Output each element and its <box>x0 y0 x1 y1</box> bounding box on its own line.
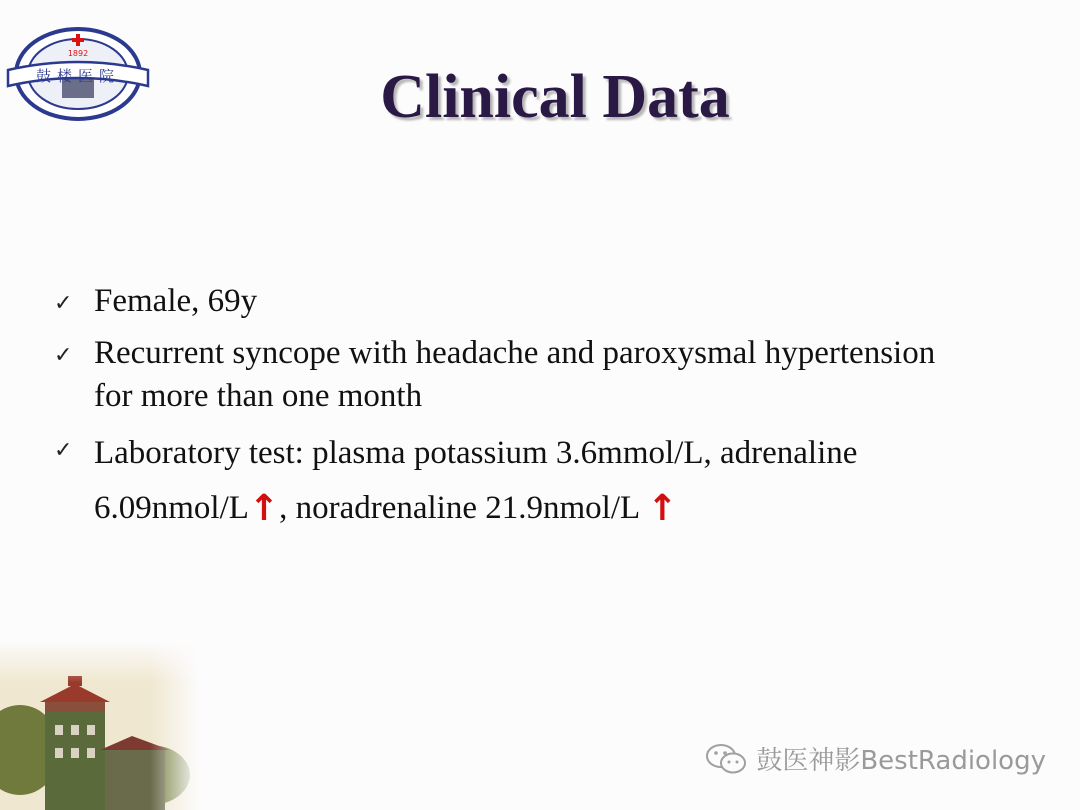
wechat-icon <box>704 741 750 777</box>
checkmark-icon: ✓ <box>54 438 73 463</box>
hospital-building-image <box>0 640 200 810</box>
adrenaline-value: 6.09nmol/L <box>94 490 249 526</box>
bullet-text-continued <box>94 480 1030 535</box>
bullet-text: Female, 69y <box>94 283 258 319</box>
bullet-list <box>50 280 1030 535</box>
checkmark-icon: ✓ <box>54 343 73 368</box>
up-arrow-icon: ↑ <box>647 488 678 529</box>
watermark <box>704 740 1046 777</box>
slide-title: Clinical Data <box>380 63 730 131</box>
bullet-item-demographics <box>50 280 1030 323</box>
bullet-item-lab-test <box>50 427 1030 535</box>
bullet-item-symptoms <box>50 332 1030 418</box>
up-arrow-icon: ↑ <box>248 488 280 529</box>
watermark-text: 鼓医神影BestRadiology <box>756 746 1046 776</box>
bullet-text: Laboratory test: plasma potassium 3.6mmol/L, adrenaline <box>94 435 858 471</box>
checkmark-icon: ✓ <box>54 291 73 316</box>
svg-text:1892: 1892 <box>67 49 89 58</box>
logo-text: 鼓楼医院 <box>35 67 121 85</box>
noradrenaline-text: , noradrenaline 21.9nmol/L <box>279 490 648 526</box>
bullet-text: Recurrent syncope with headache and paroxysmal hypertension <box>94 335 936 371</box>
bullet-text-continued: for more than one month <box>94 378 423 414</box>
